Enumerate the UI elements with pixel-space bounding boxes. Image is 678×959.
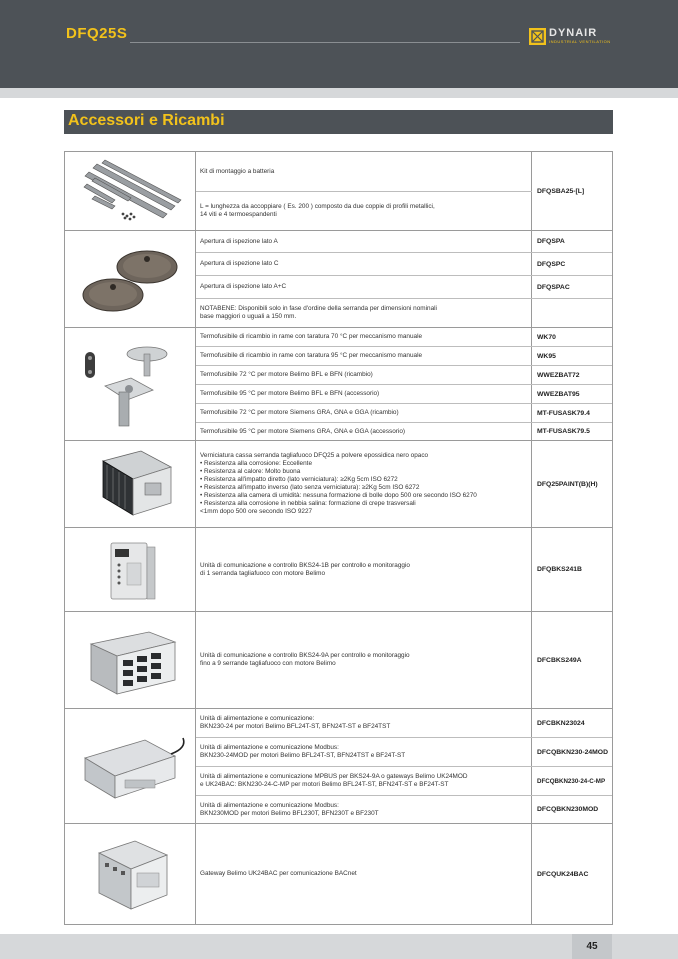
table-row bbox=[196, 347, 612, 365]
row-description: NOTABENE: Disponibili solo in fase d'ordine della serranda per dimensioni nominali base maggiori o uguali a 150 mm. bbox=[196, 299, 532, 327]
gateway-unit-image bbox=[65, 824, 196, 924]
row-description: Apertura di ispezione lato C bbox=[196, 253, 532, 275]
section-title: Accessori e Ricambi bbox=[68, 112, 225, 129]
product-code: DFCBKS249A bbox=[537, 656, 582, 664]
table-group bbox=[65, 441, 612, 527]
page-number: 45 bbox=[572, 934, 612, 959]
row-description: Termofusibile 72 °C per motore Siemens GRA, GNA e GGA (ricambio) bbox=[196, 404, 532, 422]
table-row bbox=[196, 385, 612, 403]
table-group bbox=[65, 528, 612, 611]
product-code: DFCQBKN230-24-C-MP bbox=[537, 777, 606, 785]
product-code: DFQ25PAINT(B)(H) bbox=[537, 480, 598, 488]
product-code: WWEZBAT72 bbox=[537, 371, 580, 379]
table-row bbox=[196, 253, 612, 275]
product-code: DFQSBA25-[L] bbox=[537, 187, 585, 195]
bks24-1b-unit-image bbox=[65, 528, 196, 611]
row-description: Unità di comunicazione e controllo BKS24-1B per controllo e monitoraggio di 1 serranda tagliafuoco con motore Belimo bbox=[196, 528, 532, 611]
product-code: WK70 bbox=[537, 333, 556, 341]
brand-name: DYNAIR bbox=[549, 27, 598, 39]
table-row bbox=[196, 328, 612, 346]
painted-casing-image bbox=[65, 441, 196, 527]
accessories-table bbox=[64, 151, 613, 925]
table-row bbox=[196, 299, 612, 327]
table-row bbox=[196, 824, 612, 924]
inspection-doors-image bbox=[65, 231, 196, 327]
product-code: DFCQUK24BAC bbox=[537, 870, 589, 878]
row-description: Termofusibile di ricambio in rame con taratura 95 °C per meccanismo manuale bbox=[196, 347, 532, 365]
row-description: Termofusibile di ricambio in rame con taratura 70 °C per meccanismo manuale bbox=[196, 328, 532, 346]
product-code: DFQSPC bbox=[537, 260, 566, 268]
product-code: DFCQBKN230-24MOD bbox=[537, 748, 609, 756]
row-description: Unità di comunicazione e controllo BKS24-9A per controllo e monitoraggio fino a 9 serrande tagliafuoco con motore Belimo bbox=[196, 612, 532, 708]
product-code: DFQSPAC bbox=[537, 283, 570, 291]
model-title: DFQ25S bbox=[66, 25, 128, 42]
table-row bbox=[196, 423, 612, 440]
table-row bbox=[196, 366, 612, 384]
product-code: WK95 bbox=[537, 352, 556, 360]
table-row bbox=[196, 796, 612, 823]
row-description: L = lunghezza da accoppiare ( Es. 200 ) composto da due coppie di profili metallici, 14 viti e 4 termoespandenti bbox=[196, 192, 532, 230]
row-description: Termofusibile 72 °C per motore Belimo BFL e BFN (ricambio) bbox=[196, 366, 532, 384]
row-description: Unità di alimentazione e comunicazione Modbus: BKN230MOD per motori Belimo BFL230T, BFN230T e BF230T bbox=[196, 796, 532, 823]
header-rule bbox=[130, 42, 520, 43]
row-description: Kit di montaggio a batteria bbox=[196, 152, 532, 191]
table-group bbox=[65, 612, 612, 708]
product-code: DFCQBKN230MOD bbox=[537, 806, 599, 813]
bks24-9a-unit-image bbox=[65, 612, 196, 708]
table-row bbox=[196, 612, 612, 708]
section-bar bbox=[64, 110, 613, 134]
merged-code-cell bbox=[532, 152, 612, 230]
bkn230-unit-image bbox=[65, 709, 196, 823]
row-description: Unità di alimentazione e comunicazione Modbus: BKN230-24MOD per motori Belimo BFL24T-ST, BFN24TST e BF24T-ST bbox=[196, 738, 532, 766]
row-description: Gateway Belimo UK24BAC per comunicazione BACnet bbox=[196, 824, 532, 924]
row-description: Termofusibile 95 °C per motore Siemens GRA, GNA e GGA (accessorio) bbox=[196, 423, 532, 440]
brand-mark-icon bbox=[529, 28, 546, 45]
row-description: Unità di alimentazione e comunicazione MPBUS per BKS24-9A o gateways Belimo UK24MOD e UK24BAC: BKN230-24-C-MP per motori Belimo BFL24T-ST, BFN24T-ST e BF24T-ST bbox=[196, 767, 532, 795]
table-row bbox=[196, 231, 612, 252]
table-row bbox=[196, 767, 612, 795]
table-row bbox=[196, 528, 612, 611]
header-strip bbox=[0, 88, 678, 98]
product-code: MT-FUSASK79.5 bbox=[537, 428, 590, 435]
table-group bbox=[65, 709, 612, 823]
product-code: DFCBKN23024 bbox=[537, 719, 585, 727]
thermal-fuse-image bbox=[65, 328, 196, 440]
row-description: Unità di alimentazione e comunicazione: BKN230-24 per motori Belimo BFL24T-ST, BFN24T-ST e BF24TST bbox=[196, 709, 532, 737]
product-code bbox=[532, 299, 612, 327]
product-code: MT-FUSASK79.4 bbox=[537, 409, 590, 417]
row-description: Apertura di ispezione lato A+C bbox=[196, 276, 532, 298]
table-group bbox=[65, 328, 612, 440]
table-row bbox=[196, 441, 612, 527]
brand-tagline: INDUSTRIAL VENTILATION bbox=[549, 39, 611, 44]
row-description: Verniciatura cassa serranda tagliafuoco DFQ25 a polvere epossidica nero opaco • Resistenza alla corrosione: Eccellente • Resistenza al calore: Molto buona • Resistenza all'impatto diretto (lato verniciatura): ≥2Kg 5cm ISO 6272 • Resistenza all'impatto inverso (lato senza verniciatura): ≥2Kg 5cm ISO 6272 • Resistenza alla camera di umidità: nessuna formazione di bolle dopo 500 ore secondo ISO 6270 • Resistenza alla corrosione in nebbia salina: formazione di crepe trasversali <1mm dopo 500 ore secondo ISO 9227 bbox=[196, 441, 532, 527]
table-row bbox=[196, 404, 612, 422]
table-row bbox=[196, 738, 612, 766]
mounting-kit-image bbox=[65, 152, 196, 230]
table-row bbox=[196, 709, 612, 737]
table-group bbox=[65, 824, 612, 924]
table-group bbox=[65, 231, 612, 327]
brand-logo bbox=[529, 26, 611, 46]
row-description: Apertura di ispezione lato A bbox=[196, 231, 532, 252]
product-code: DFQSPA bbox=[537, 238, 565, 245]
row-description: Termofusibile 95 °C per motore Belimo BFL e BFN (accessorio) bbox=[196, 385, 532, 403]
product-code: WWEZBAT95 bbox=[537, 390, 580, 398]
table-group bbox=[65, 152, 612, 230]
product-code: DFQBKS241B bbox=[537, 566, 582, 573]
table-row bbox=[196, 276, 612, 298]
